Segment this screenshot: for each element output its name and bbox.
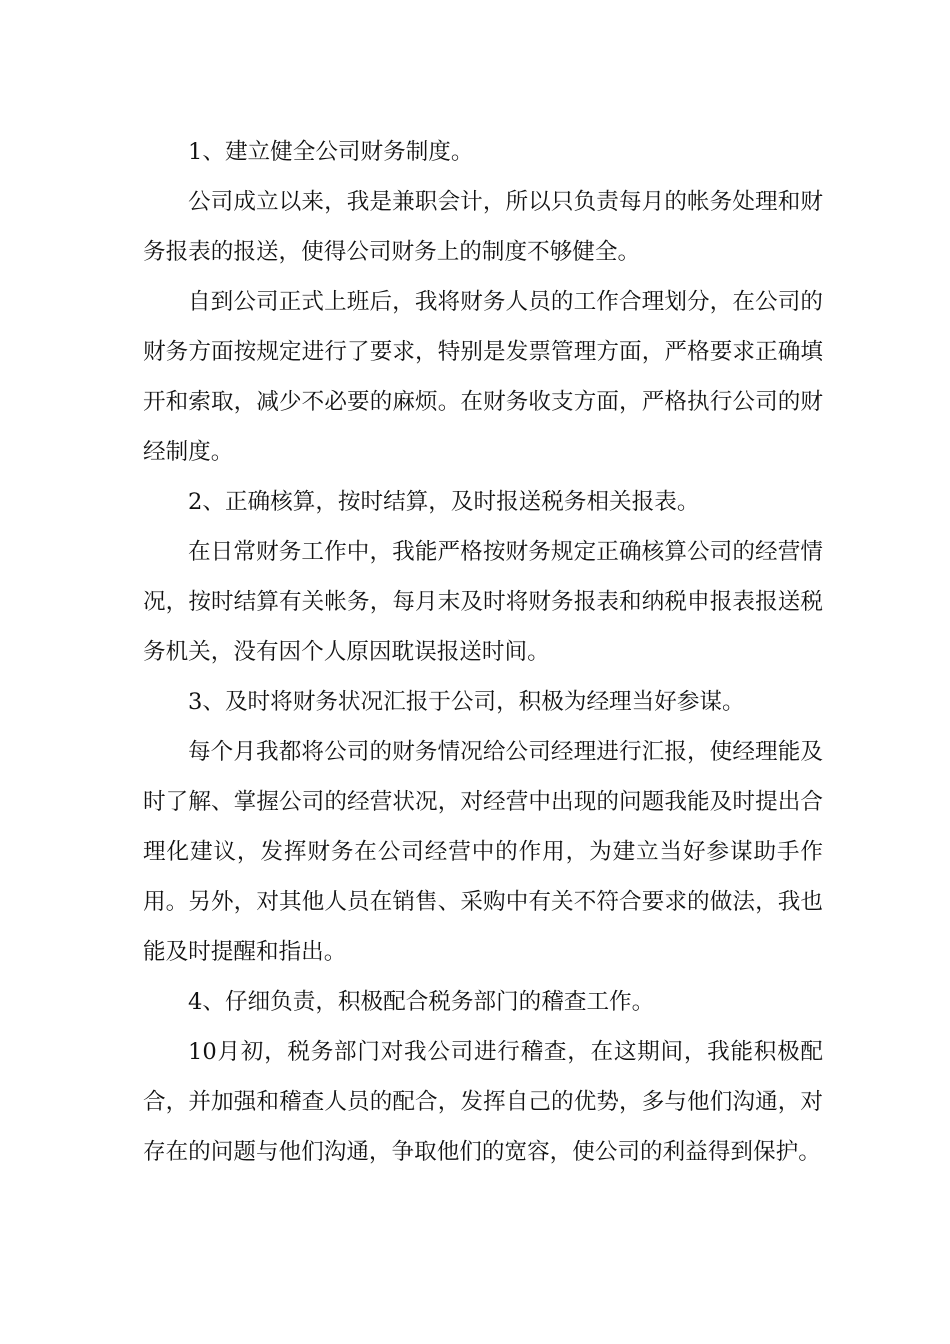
section-heading-2: 2、正确核算，按时结算，及时报送税务相关报表。 — [188, 489, 700, 515]
paragraph: 公司成立以来，我是兼职会计，所以只负责每月的帐务处理和财务报表的报送，使得公司财务上的制度不够健全。 — [143, 189, 823, 265]
paragraph: 每个月我都将公司的财务情况给公司经理进行汇报，使经理能及时了解、掌握公司的经营状况，对经营中出现的问题我能及时提出合理化建议，发挥财务在公司经营中的作用，为建立当好参谋助手作用。另外，对其他人员在销售、采购中有关不符合要求的做法，我也能及时提醒和指出。 — [143, 739, 823, 965]
paragraph: 在日常财务工作中，我能严格按财务规定正确核算公司的经营情况，按时结算有关帐务，每月末及时将财务报表和纳税申报表报送税务机关，没有因个人原因耽误报送时间。 — [143, 539, 823, 665]
section-heading-4: 4、仔细负责，积极配合税务部门的稽查工作。 — [188, 989, 655, 1015]
paragraph: 10月初，税务部门对我公司进行稽查，在这期间，我能积极配合，并加强和稽查人员的配合，发挥自己的优势，多与他们沟通，对存在的问题与他们沟通，争取他们的宽容，使公司的利益得到保护。 — [143, 1039, 823, 1165]
paragraph: 自到公司正式上班后，我将财务人员的工作合理划分，在公司的财务方面按规定进行了要求，特别是发票管理方面，严格要求正确填开和索取，减少不必要的麻烦。在财务收支方面，严格执行公司的财经制度。 — [143, 289, 823, 465]
section-heading-3: 3、及时将财务状况汇报于公司，积极为经理当好参谋。 — [188, 689, 745, 715]
document-body — [143, 127, 823, 1177]
section-heading-1: 1、建立健全公司财务制度。 — [188, 139, 474, 165]
